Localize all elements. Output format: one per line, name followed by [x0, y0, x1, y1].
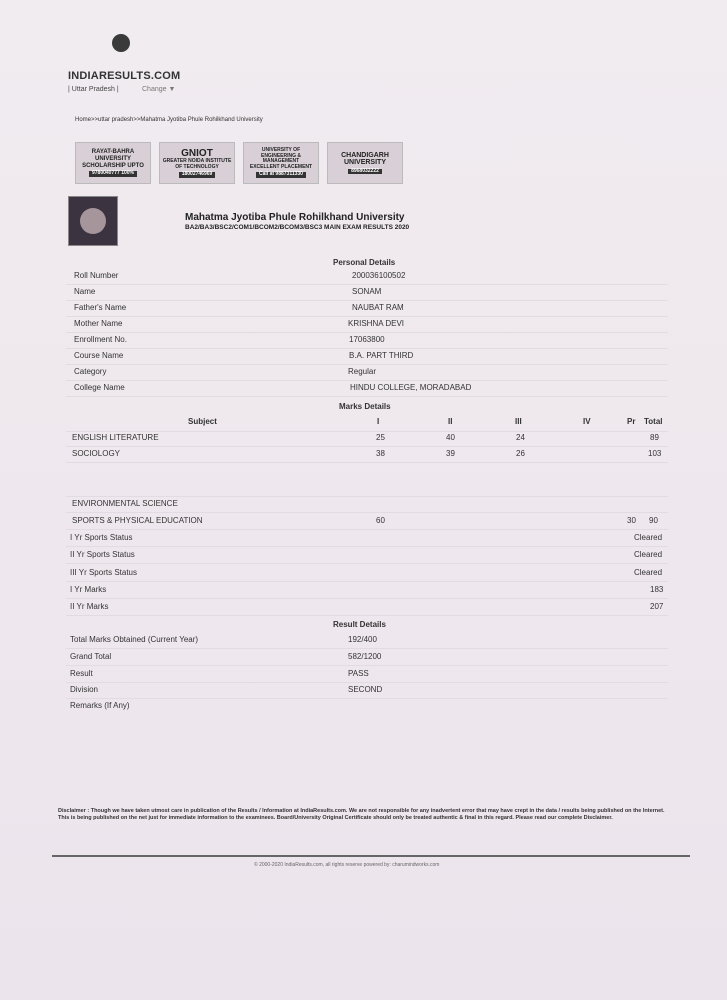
- row-value: SONAM: [352, 287, 382, 296]
- row-value: Regular: [348, 367, 377, 376]
- row-value: B.A. PART THIRD: [349, 351, 414, 360]
- row-label: Remarks (If Any): [70, 701, 130, 710]
- result-row: [66, 666, 668, 683]
- row-label: Mother Name: [74, 319, 123, 328]
- personal-row: [66, 380, 668, 397]
- row-label: III Yr Sports Status: [70, 568, 137, 577]
- personal-row: [66, 284, 668, 301]
- mark-i: 60: [376, 516, 385, 525]
- row-label: II Yr Sports Status: [70, 550, 135, 559]
- row-label: Result: [70, 669, 93, 678]
- mark-iii: 24: [516, 433, 525, 442]
- row-value: SECOND: [348, 685, 383, 694]
- banner-sub: GREATER NOIDA INSTITUTE OF TECHNOLOGY: [162, 158, 232, 170]
- row-label: Name: [74, 287, 96, 296]
- subject: SPORTS & PHYSICAL EDUCATION: [72, 516, 203, 525]
- marks-row: [66, 446, 668, 463]
- row-value: Cleared: [634, 533, 663, 542]
- result-details-heading: Result Details: [333, 620, 386, 629]
- subject: ENGLISH LITERATURE: [72, 433, 159, 442]
- col-iii: III: [515, 417, 522, 426]
- state-label: | Uttar Pradesh |: [68, 86, 119, 93]
- university-logo-icon: [68, 196, 118, 246]
- banner-sub: SCHOLARSHIP UPTO: [82, 162, 144, 169]
- personal-row: [66, 268, 668, 285]
- result-row: [66, 632, 668, 649]
- footer-divider: [52, 855, 690, 857]
- row-label: Father's Name: [74, 303, 127, 312]
- row-label: Course Name: [74, 351, 124, 360]
- marks-row: [66, 496, 668, 513]
- disclaimer-text: Disclaimer : Though we have taken utmost care in publication of the Results / Information at IndiaResults.com. We are not responsible for any inadvertent error that may have crept in the data / results being published on the Internet. This is being published on the net just for immediate information to the examinees. Board/University Original Certificate should only be treated authentic & final in this regard. Please read our complete Disclaimer.: [58, 808, 665, 822]
- mark-i: 25: [376, 433, 385, 442]
- banner-title: UNIVERSITY OF ENGINEERING & MANAGEMENT: [260, 147, 301, 165]
- result-row: [66, 682, 668, 699]
- banner-phone: 18002746969: [179, 172, 216, 178]
- university-name: Mahatma Jyotiba Phule Rohilkhand University: [185, 212, 405, 223]
- exam-title: BA2/BA3/BSC2/COM1/BCOM2/BCOM3/BSC3 MAIN EXAM RESULTS 2020: [185, 224, 410, 231]
- personal-row: [66, 348, 668, 365]
- row-label: II Yr Marks: [70, 602, 109, 611]
- marks-spacer-row: [66, 462, 668, 497]
- row-value: 192/400: [348, 635, 377, 644]
- row-label: Enrollment No.: [74, 335, 127, 344]
- brand-logo-icon: [112, 34, 130, 52]
- row-label: Total Marks Obtained (Current Year): [70, 635, 199, 644]
- row-value: PASS: [348, 669, 369, 678]
- row-value: Cleared: [634, 550, 663, 559]
- breadcrumb[interactable]: Home>>uttar pradesh>>Mahatma Jyotiba Phule Rohilkhand University: [75, 117, 263, 123]
- row-label: Roll Number: [74, 271, 119, 280]
- mark-ii: 40: [446, 433, 455, 442]
- col-iv: IV: [583, 417, 591, 426]
- ad-banner-rayat-bahra[interactable]: [75, 142, 151, 184]
- ad-banner-uem[interactable]: [243, 142, 319, 184]
- mark-total: 103: [648, 449, 662, 458]
- banner-phone: 8968032222: [348, 169, 382, 175]
- subject: SOCIOLOGY: [72, 449, 121, 458]
- copyright-text: © 2000-2020 IndiaResults.com, all rights reserve powered by: charumindworks.com: [254, 862, 440, 868]
- year-marks-row: [66, 599, 668, 616]
- banner-title: CHANDIGARH UNIVERSITY: [341, 151, 389, 167]
- row-label: Category: [74, 367, 107, 376]
- row-label: I Yr Sports Status: [70, 533, 133, 542]
- ad-banner-chandigarh[interactable]: [327, 142, 403, 184]
- sports-row: [66, 565, 668, 582]
- personal-row: [66, 364, 668, 381]
- marks-details-heading: Marks Details: [339, 402, 391, 411]
- row-value: 183: [650, 585, 664, 594]
- row-value: 582/1200: [348, 652, 382, 661]
- sports-row: [66, 547, 668, 564]
- mark-total: 90: [649, 516, 658, 525]
- marks-row: [66, 430, 668, 447]
- banner-phone: Call at 9887311330: [256, 172, 306, 178]
- personal-details-heading: Personal Details: [333, 258, 396, 267]
- row-label: Division: [70, 685, 99, 694]
- personal-row: [66, 316, 668, 333]
- row-label: I Yr Marks: [70, 585, 107, 594]
- banner-title: RAYAT-BAHRA UNIVERSITY: [91, 149, 135, 162]
- mark-i: 38: [376, 449, 385, 458]
- banner-title: GNIOT: [181, 148, 213, 160]
- sports-row: [66, 530, 668, 547]
- row-label: Grand Total: [70, 652, 112, 661]
- col-total: Total: [644, 417, 663, 426]
- marks-row: [66, 513, 668, 530]
- ad-banner-gniot[interactable]: [159, 142, 235, 184]
- personal-row: [66, 332, 668, 349]
- brand-name[interactable]: INDIARESULTS.COM: [68, 70, 181, 82]
- ad-banners: [75, 142, 403, 184]
- banner-sub: EXCELLENT PLACEMENT: [249, 163, 313, 170]
- mark-pr: 30: [627, 516, 636, 525]
- year-marks-row: [66, 582, 668, 599]
- row-value: Cleared: [634, 568, 663, 577]
- row-value: 207: [650, 602, 664, 611]
- col-i: I: [377, 417, 380, 426]
- result-row: [66, 649, 668, 666]
- row-value: 200036100502: [352, 271, 406, 280]
- row-label: College Name: [74, 383, 125, 392]
- mark-ii: 39: [446, 449, 455, 458]
- mark-iii: 26: [516, 449, 525, 458]
- row-value: 17063800: [349, 335, 385, 344]
- row-value: HINDU COLLEGE, MORADABAD: [350, 383, 472, 392]
- personal-row: [66, 300, 668, 317]
- row-value: NAUBAT RAM: [352, 303, 404, 312]
- subject: ENVIRONMENTAL SCIENCE: [72, 499, 178, 508]
- col-subject: Subject: [188, 417, 217, 426]
- change-state-link[interactable]: Change ▼: [142, 86, 176, 93]
- banner-phone: 9780040777 100%: [89, 171, 137, 177]
- col-ii: II: [448, 417, 453, 426]
- row-value: KRISHNA DEVI: [348, 319, 405, 328]
- col-pr: Pr: [627, 417, 636, 426]
- mark-total: 89: [650, 433, 659, 442]
- result-row: [66, 698, 668, 714]
